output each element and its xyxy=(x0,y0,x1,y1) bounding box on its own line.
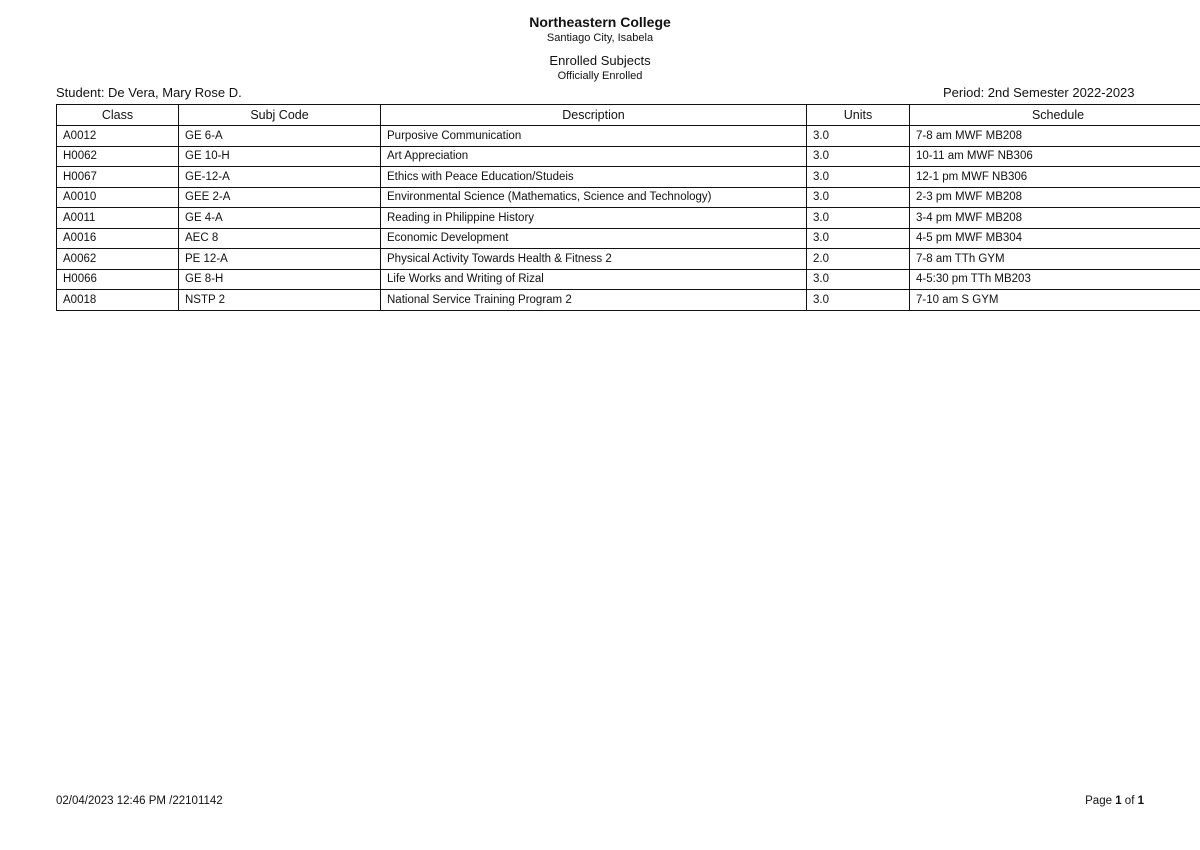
cell-schedule: 4-5 pm MWF MB304 xyxy=(910,228,1200,249)
cell-schedule: 12-1 pm MWF NB306 xyxy=(910,167,1200,188)
table-header-row xyxy=(57,105,1200,126)
cell-description: Economic Development xyxy=(381,228,807,249)
table-row xyxy=(57,187,1200,208)
cell-schedule: 3-4 pm MWF MB208 xyxy=(910,208,1200,229)
cell-units: 3.0 xyxy=(807,187,910,208)
cell-class: A0016 xyxy=(57,228,179,249)
cell-class: H0062 xyxy=(57,146,179,167)
column-header-description: Description xyxy=(381,105,807,126)
cell-description: Environmental Science (Mathematics, Science and Technology) xyxy=(381,187,807,208)
column-header-schedule: Schedule xyxy=(910,105,1200,126)
cell-description: Ethics with Peace Education/Studeis xyxy=(381,167,807,188)
cell-units: 3.0 xyxy=(807,290,910,311)
cell-class: A0010 xyxy=(57,187,179,208)
cell-subj-code: PE 12-A xyxy=(179,249,381,270)
column-header-units: Units xyxy=(807,105,910,126)
cell-class: A0011 xyxy=(57,208,179,229)
cell-subj-code: GE 10-H xyxy=(179,146,381,167)
cell-schedule: 4-5:30 pm TTh MB203 xyxy=(910,269,1200,290)
cell-subj-code: GE-12-A xyxy=(179,167,381,188)
cell-description: Reading in Philippine History xyxy=(381,208,807,229)
cell-description: Life Works and Writing of Rizal xyxy=(381,269,807,290)
page-prefix: Page xyxy=(1085,795,1116,807)
table-row xyxy=(57,269,1200,290)
report-title: Enrolled Subjects xyxy=(549,53,651,68)
cell-description: National Service Training Program 2 xyxy=(381,290,807,311)
column-header-subj-code: Subj Code xyxy=(179,105,381,126)
cell-class: A0062 xyxy=(57,249,179,270)
report-subtitle: Officially Enrolled xyxy=(557,70,643,82)
cell-subj-code: GE 8-H xyxy=(179,269,381,290)
table-row xyxy=(57,290,1200,311)
page-total: 1 xyxy=(1137,795,1144,807)
table-row xyxy=(57,126,1200,147)
table-row xyxy=(57,146,1200,167)
cell-units: 3.0 xyxy=(807,208,910,229)
cell-class: H0067 xyxy=(57,167,179,188)
table-row xyxy=(57,249,1200,270)
cell-schedule: 7-10 am S GYM xyxy=(910,290,1200,311)
cell-subj-code: NSTP 2 xyxy=(179,290,381,311)
column-header-class: Class xyxy=(57,105,179,126)
cell-schedule: 10-11 am MWF NB306 xyxy=(910,146,1200,167)
cell-subj-code: GE 4-A xyxy=(179,208,381,229)
cell-class: A0018 xyxy=(57,290,179,311)
cell-subj-code: GE 6-A xyxy=(179,126,381,147)
cell-units: 3.0 xyxy=(807,126,910,147)
enrolled-subjects-table xyxy=(56,104,1200,311)
page-current: 1 xyxy=(1115,795,1122,807)
cell-units: 3.0 xyxy=(807,228,910,249)
table-row xyxy=(57,167,1200,188)
cell-class: H0066 xyxy=(57,269,179,290)
page-number xyxy=(1085,795,1144,807)
table-row xyxy=(57,228,1200,249)
cell-units: 3.0 xyxy=(807,167,910,188)
cell-description: Purposive Communication xyxy=(381,126,807,147)
student-name: Student: De Vera, Mary Rose D. xyxy=(56,85,242,100)
college-name: Northeastern College xyxy=(529,14,671,30)
cell-schedule: 7-8 am MWF MB208 xyxy=(910,126,1200,147)
page-of: of xyxy=(1121,795,1138,807)
cell-description: Art Appreciation xyxy=(381,146,807,167)
college-address: Santiago City, Isabela xyxy=(546,32,654,44)
cell-subj-code: AEC 8 xyxy=(179,228,381,249)
cell-units: 2.0 xyxy=(807,249,910,270)
cell-description: Physical Activity Towards Health & Fitness 2 xyxy=(381,249,807,270)
cell-subj-code: GEE 2-A xyxy=(179,187,381,208)
enrollment-period: Period: 2nd Semester 2022-2023 xyxy=(943,85,1135,100)
cell-schedule: 2-3 pm MWF MB208 xyxy=(910,187,1200,208)
print-timestamp: 02/04/2023 12:46 PM /22101142 xyxy=(56,795,223,807)
cell-schedule: 7-8 am TTh GYM xyxy=(910,249,1200,270)
cell-units: 3.0 xyxy=(807,269,910,290)
table-row xyxy=(57,208,1200,229)
cell-units: 3.0 xyxy=(807,146,910,167)
cell-class: A0012 xyxy=(57,126,179,147)
